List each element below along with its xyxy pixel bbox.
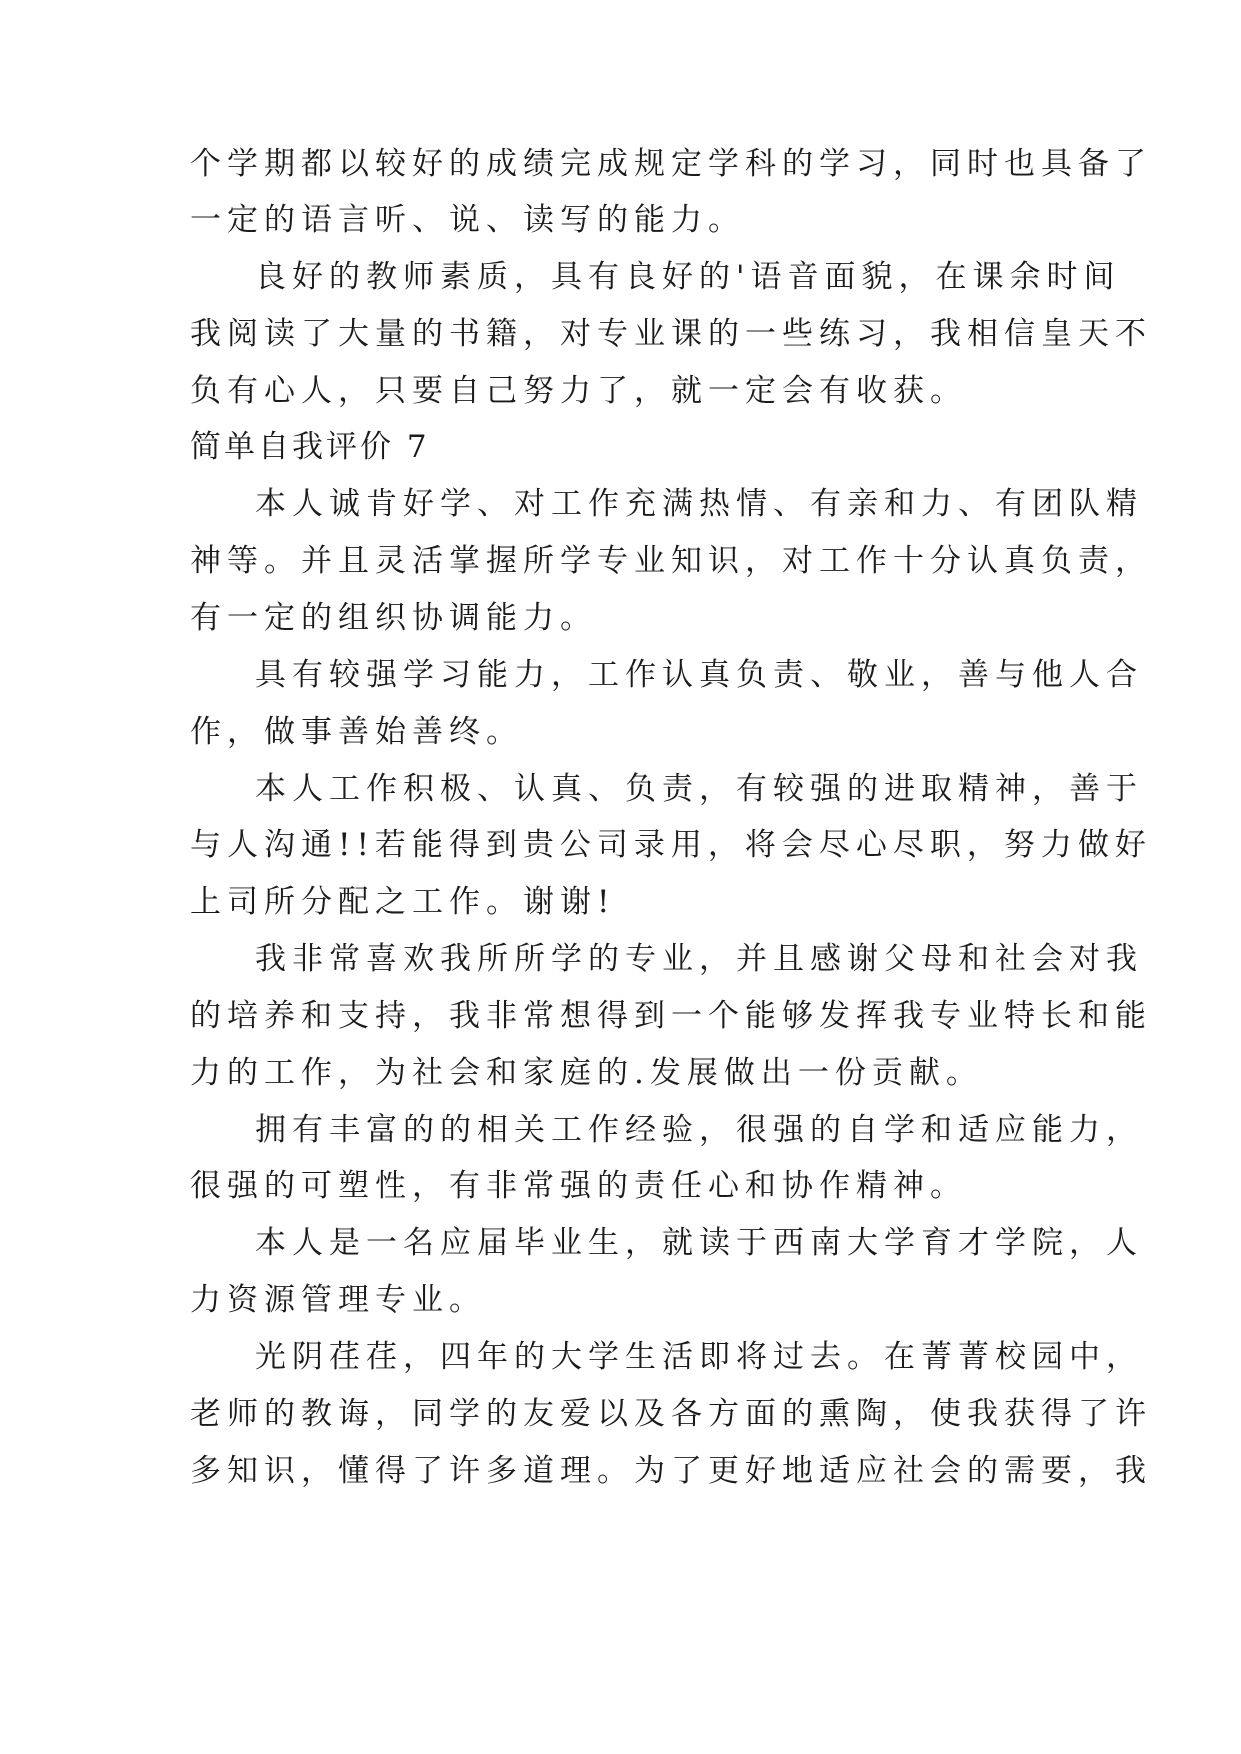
paragraph-line: 一定的语言听、说、读写的能力。 (190, 202, 745, 238)
paragraph-line: 上司所分配之工作。谢谢! (190, 884, 616, 920)
paragraph-line: 具有较强学习能力，工作认真负责、敬业，善与他人合 (255, 657, 1143, 693)
paragraph-line: 多知识，懂得了许多道理。为了更好地适应社会的需要，我 (190, 1453, 1152, 1489)
paragraph-line: 我阅读了大量的书籍，对专业课的一些练习，我相信皇天不 (190, 316, 1152, 352)
paragraph-line: 个学期都以较好的成绩完成规定学科的学习，同时也具备了 (190, 146, 1152, 182)
paragraph-line: 良好的教师素质，具有良好的'语音面貌，在课余时间 (255, 259, 1121, 295)
paragraph-line: 我非常喜欢我所所学的专业，并且感谢父母和社会对我 (255, 941, 1143, 977)
paragraph-line: 老师的教诲，同学的友爱以及各方面的熏陶，使我获得了许 (190, 1396, 1152, 1432)
paragraph-line: 神等。并且灵活掌握所学专业知识，对工作十分认真负责， (190, 543, 1152, 579)
section-heading: 简单自我评价 7 (190, 429, 430, 465)
paragraph-line: 力资源管理专业。 (190, 1282, 486, 1318)
paragraph-line: 本人工作积极、认真、负责，有较强的进取精神，善于 (255, 771, 1143, 807)
paragraph-line: 与人沟通!!若能得到贵公司录用，将会尽心尽职，努力做好 (190, 827, 1152, 863)
paragraph-line: 本人是一名应届毕业生，就读于西南大学育才学院，人 (255, 1225, 1143, 1261)
paragraph-line: 有一定的组织协调能力。 (190, 600, 597, 636)
paragraph-line: 本人诚肯好学、对工作充满热情、有亲和力、有团队精 (255, 486, 1143, 522)
paragraph-line: 作，做事善始善终。 (190, 714, 523, 750)
paragraph-line: 很强的可塑性，有非常强的责任心和协作精神。 (190, 1168, 967, 1204)
paragraph-line: 力的工作，为社会和家庭的.发展做出一份贡献。 (190, 1055, 983, 1091)
paragraph-line: 的培养和支持，我非常想得到一个能够发挥我专业特长和能 (190, 998, 1152, 1034)
paragraph-line: 光阴荏荏，四年的大学生活即将过去。在菁菁校园中， (255, 1339, 1143, 1375)
paragraph-line: 拥有丰富的的相关工作经验，很强的自学和适应能力， (255, 1112, 1143, 1148)
paragraph-line: 负有心人，只要自己努力了，就一定会有收获。 (190, 373, 967, 409)
